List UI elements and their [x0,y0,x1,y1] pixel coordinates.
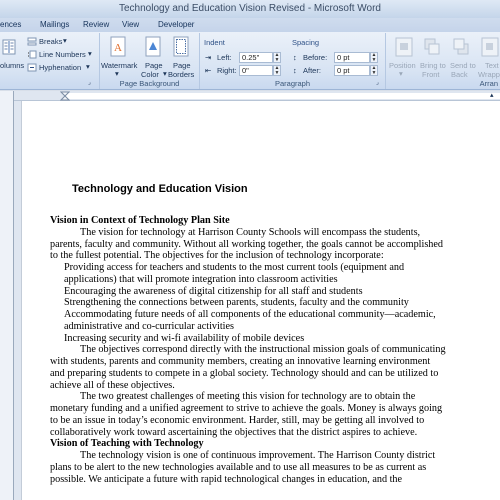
page-color-button-line1[interactable]: Page [145,61,163,70]
text-line: Strengthening the connections between parents, students, faculty and the community [64,297,409,309]
columns-icon [2,39,16,55]
arrange-group [386,33,500,89]
line-numbers-icon [27,50,37,59]
tab-mailings[interactable]: Mailings [40,20,70,29]
line-numbers-dropdown-icon[interactable]: ▾ [88,49,92,58]
columns-button[interactable]: olumns [0,61,25,70]
document-page[interactable] [22,101,500,500]
vertical-ruler[interactable] [14,101,22,500]
page-background-group [100,33,200,89]
paragraph-group-label: Paragraph [274,79,311,88]
text-line: The technology vision is one of continuous improvement. The Harrison County district [80,450,436,461]
bring-to-front-line1[interactable]: Bring to [420,61,446,70]
spacing-after-icon: ↕ [293,66,297,75]
spacing-before-spinner[interactable]: ▲ ▼ [371,52,377,63]
text-wrapping-line1[interactable]: Text [485,61,499,70]
watermark-button[interactable]: Watermark [101,61,138,70]
indent-right-spinner[interactable]: ▲ ▼ [274,65,280,76]
text-line: possible. We anticipate a future with rapid technological changes in education, and the [50,473,403,485]
page-borders-icon [173,36,189,58]
spacing-after-spinner[interactable]: ▲ ▼ [371,65,377,76]
page-background-group-label: Page Background [119,79,180,88]
position-dropdown-icon[interactable]: ▾ [399,69,403,78]
position-button[interactable]: Position [389,61,416,70]
indent-heading: Indent [204,38,225,47]
indent-right-label: Right: [217,66,237,75]
text-line: to be an issue in today’s economic environment. Harder, still, may be getting all involved to [50,414,425,426]
watermark-dropdown-icon[interactable]: ▾ [115,69,119,78]
paragraph-launcher-icon[interactable]: ⌟ [376,80,379,86]
ruler-text-area [66,93,500,99]
spacing-before-icon: ↕ [293,53,297,62]
window-title: Technology and Education Vision Revised - Microsoft Word [119,3,381,14]
svg-text:A: A [114,42,122,54]
text-line: to the fullest potential. The objectives for the inclusion of technology incorporate: [50,250,384,262]
indent-right-input[interactable]: 0" [239,65,273,76]
text-wrapping-icon [481,37,499,57]
indent-right-icon: ⇤ [205,66,212,75]
page-setup-launcher-icon[interactable]: ⌟ [88,80,91,86]
ruler-toggle-icon[interactable]: ▴ [490,92,494,99]
send-to-back-line2[interactable]: Back [451,70,468,79]
hyphenation-button[interactable]: Hyphenation [39,63,82,72]
watermark-icon [109,36,127,58]
document-title: Technology and Education Vision [72,183,248,195]
text-line: and preparing students to compete in a global society. Technology should and can be utilized to [50,367,439,379]
send-to-back-line1[interactable]: Send to [450,61,476,70]
hyphenation-icon [27,63,37,72]
text-line: applications) that will promote integration into classroom activities [64,273,338,285]
page-borders-button-line2[interactable]: Borders [168,70,195,79]
line-numbers-button[interactable]: Line Numbers [39,50,86,59]
text-line: Encouraging the awareness of digital citizenship for all staff and students [64,285,363,297]
text-line: with students, parents and community members, creating an innovative learning environment [50,356,431,367]
spacing-before-label: Before: [303,53,328,62]
page-borders-button-line1[interactable]: Page [173,61,191,70]
indent-left-label: Left: [217,53,232,62]
spacing-heading: Spacing [292,38,320,47]
spacing-before-input[interactable]: 0 pt [334,52,370,63]
breaks-dropdown-icon[interactable]: ▾ [63,36,67,45]
navigation-pane[interactable] [0,91,14,500]
text-line: Increasing security and wi-fi availability of mobile devices [64,332,305,344]
section-heading: Vision of Teaching with Technology [50,438,204,450]
indent-marker-icon[interactable] [60,91,70,101]
text-wrapping-line2[interactable]: Wrapp [478,70,500,79]
spacing-after-label: After: [303,66,321,75]
bring-to-front-icon [423,37,441,57]
text-line: The objectives correspond directly with the instructional mission goals of communicating [80,344,446,356]
text-line: administrative and co-curricular activities [64,320,235,332]
page-color-button-line2[interactable]: Color [141,70,159,79]
hyphenation-dropdown-icon[interactable]: ▾ [86,62,90,71]
bring-to-front-line2[interactable]: Front [422,70,440,79]
text-line: The two greatest challenges of meeting this vision for technology are to obtain the [80,391,416,403]
text-line: achieve all of these objectives. [50,379,175,391]
tab-view[interactable]: View [122,20,140,29]
text-line: parents, faculty and community. Without all working together, the goals cannot be accomplished [50,238,443,250]
indent-left-icon: ⇥ [205,53,212,62]
breaks-icon [27,37,37,46]
send-to-back-icon [452,37,470,57]
text-line: monetary funding and a unified agreement to strive to achieve the goals. Money is always going [50,403,443,414]
text-line: collaboratively work toward ascertaining the objectives that the district aspires to achieve. [50,426,418,438]
text-line: The vision for technology at Harrison County Schools will encompass the students, [80,226,421,238]
tab-developer[interactable]: Developer [158,20,195,29]
horizontal-ruler[interactable] [0,91,500,101]
position-icon [395,37,413,57]
page-color-dropdown-icon[interactable]: ▾ [163,69,167,78]
ribbon-tabs [0,18,500,32]
text-line: Accommodating future needs of all components of the educational community—academic, [64,309,436,320]
text-line: plans to be alert to the new technologies available and to use all measures to be as current as [50,461,427,473]
page-color-icon [145,36,161,58]
indent-left-spinner[interactable]: ▲ ▼ [274,52,280,63]
breaks-button[interactable]: Breaks [39,37,63,46]
spacing-after-input[interactable]: 0 pt [334,65,370,76]
page-setup-group [0,33,100,89]
indent-left-input[interactable]: 0.25" [239,52,273,63]
text-line: Providing access for teachers and students to the most current tools (equipment and [64,262,405,273]
ribbon [0,32,500,90]
window-title-bar [0,0,500,18]
section-heading: Vision in Context of Technology Plan Site [50,215,230,226]
tab-references[interactable]: ences [0,20,22,29]
tab-review[interactable]: Review [83,20,110,29]
paragraph-group [200,33,386,89]
arrange-group-label: Arran [479,79,498,88]
